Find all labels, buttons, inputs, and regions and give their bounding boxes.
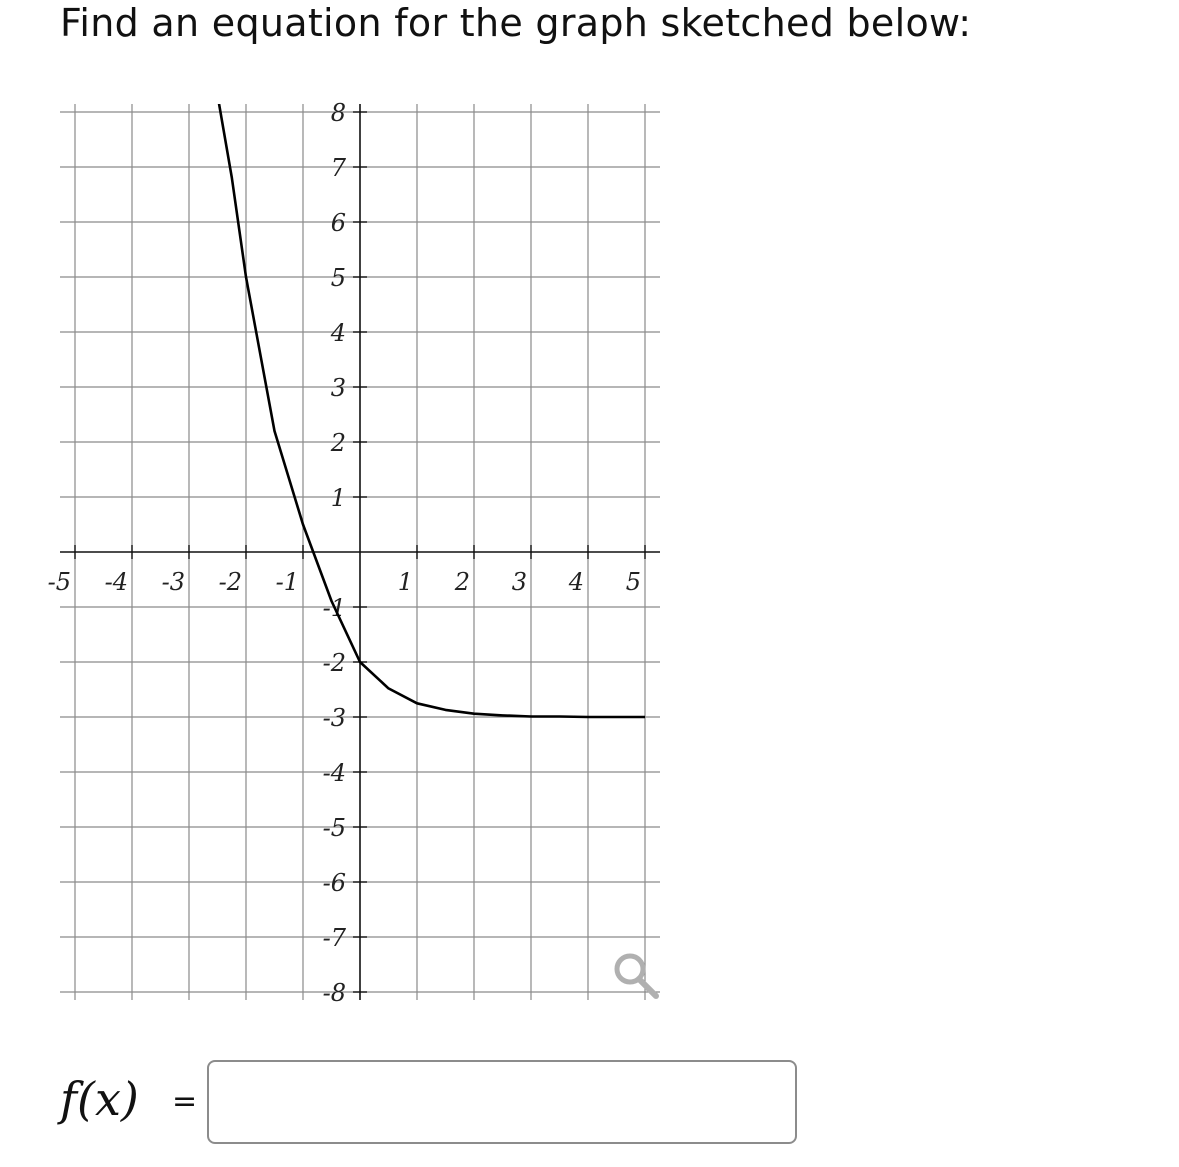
y-tick-label: 7 [330,154,346,182]
y-tick-label: -1 [322,594,346,622]
y-tick-label: -6 [322,869,346,897]
y-tick-label: -5 [322,814,346,842]
x-tick-label: 4 [568,568,584,596]
x-tick-label: 5 [625,568,641,596]
y-tick-label: 6 [330,209,346,237]
x-tick-label: 2 [454,568,470,596]
function-label: f(x) [60,1072,139,1126]
y-tick-label: 1 [330,484,346,512]
y-tick-label: 4 [330,319,346,347]
x-tick-label: -2 [218,568,242,596]
magnifier-handle [639,979,656,996]
answer-input[interactable] [207,1060,797,1144]
y-tick-label: -8 [322,979,346,1007]
y-tick-label: 3 [330,374,346,402]
x-tick-label: -3 [161,568,185,596]
x-tick-label: -1 [275,568,299,596]
zoom-button[interactable] [617,956,656,996]
x-tick-label: -4 [104,568,128,596]
y-tick-label: -3 [322,704,346,732]
y-tick-label: 8 [330,99,346,127]
function-curve [218,95,646,717]
x-tick-label: 1 [397,568,413,596]
x-tick-label: -5 [47,568,71,596]
y-tick-label: 2 [330,429,346,457]
equals-sign: = [172,1084,198,1119]
y-tick-label: -4 [322,759,346,787]
question-text: Find an equation for the graph sketched below: [60,1,972,45]
x-tick-label: 3 [511,568,527,596]
y-tick-label: -7 [322,924,346,952]
y-tick-label: -2 [322,649,346,677]
y-tick-label: 5 [330,264,346,292]
